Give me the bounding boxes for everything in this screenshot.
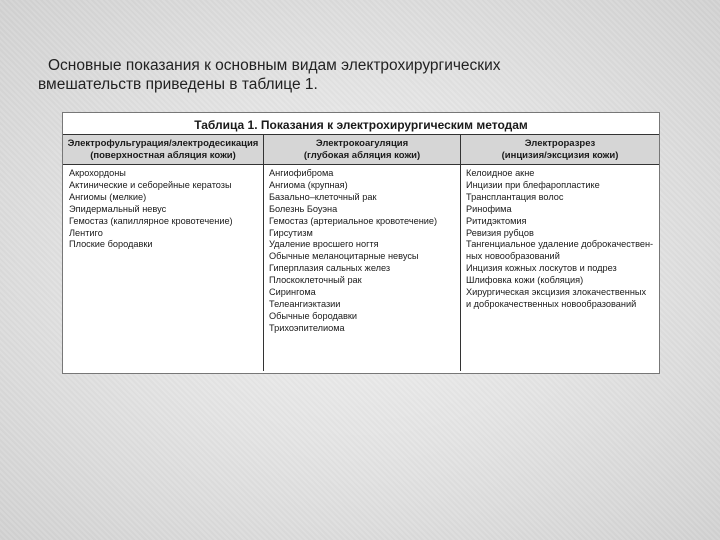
table-cell: Обычные меланоцитарные невусы [269,251,419,262]
table-title: Таблица 1. Показания к электрохирургическим методам [63,115,659,135]
table-cell: Гемостаз (капиллярное кровотечение) [69,215,233,226]
table-cell: Плоскоклеточный рак [269,275,362,286]
column-header-line: (поверхностная абляция кожи) [90,150,236,161]
indications-table [62,112,660,374]
table-cell: ных новообразований [466,251,560,262]
column-header-line: (глубокая абляция кожи) [303,150,421,161]
table-cell: Плоские бородавки [69,239,153,250]
table-cell: Тангенциальное удаление доброкачествен- [466,239,654,250]
table-cell: Шлифовка кожи (кобляция) [466,275,584,286]
table-cell: Актинические и себорейные кератозы [69,179,232,190]
table-cell: Обычные бородавки [269,310,358,321]
table-cell: Инцизии при блефаропластике [466,179,600,190]
table-cell: Хирургическая эксцизия злокачественных [466,287,647,298]
intro-line-2: вмешательств приведены в таблице 1. [38,76,318,93]
table-cell: Эпидермальный невус [69,203,167,214]
table-cell: Ангиомы (мелкие) [69,191,147,202]
column-header-cutting [461,135,659,164]
table-cell: Телеангиэктазии [269,298,341,309]
table-body [63,165,659,371]
table-cell: Ангиофиброма [269,168,334,178]
table-cell: Ангиома (крупная) [269,179,348,190]
column-header-line: Электроразрез [524,138,596,149]
column-fulguration [63,165,264,371]
column-cutting [461,165,659,371]
table-cell: Сирингома [269,287,316,298]
table-cell: Ритидэктомия [466,215,527,226]
table-cell: и доброкачественных новообразований [466,298,637,309]
table-cell: Ринофима [466,203,512,214]
column-header-fulguration [63,135,264,164]
table-cell: Акрохордоны [69,168,126,178]
column-header-line: Электрофульгурация/электродесикация [67,138,259,149]
table-cell: Инцизия кожных лоскутов и подрез [466,263,617,274]
table-header-row [63,135,659,165]
intro-line-1: Основные показания к основным видам электрохирургических [48,57,501,74]
table-cell: Базально–клеточный рак [269,191,377,202]
table-cell: Гемостаз (артериальное кровотечение) [269,215,438,226]
column-header-line: Электрокоагуляция [315,138,409,149]
table-cell: Трихоэпителиома [269,322,345,333]
column-coagulation [264,165,461,371]
table-cell: Гиперплазия сальных желез [269,263,391,274]
column-header-line: (инцизия/эксцизия кожи) [501,150,619,161]
table-cell: Гирсутизм [269,227,313,238]
table-cell: Лентиго [69,227,103,238]
column-header-coagulation [264,135,461,164]
table-cell: Ревизия рубцов [466,227,534,238]
table-cell: Келоидное акне [466,168,535,178]
table-cell: Болезнь Боуэна [269,203,338,214]
intro-paragraph [38,56,678,94]
table-cell: Удаление вросшего ногтя [269,239,379,250]
table-cell: Трансплантация волос [466,191,564,202]
